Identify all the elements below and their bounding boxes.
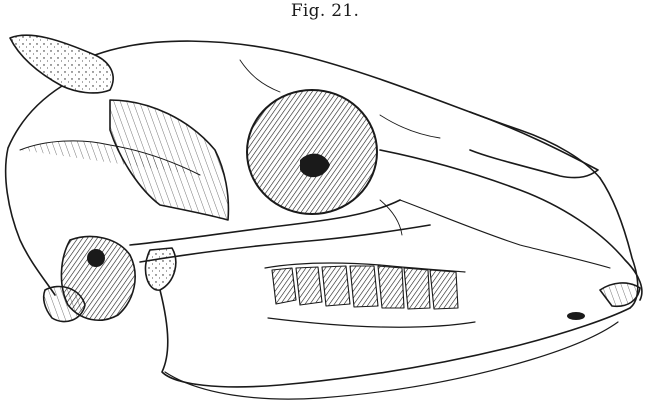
braincase-rear [6, 86, 62, 295]
nasal-bone [470, 112, 598, 178]
lower-tooth-row [268, 318, 475, 327]
suture-frontal [240, 60, 280, 92]
figure-caption: Fig. 21. [290, 1, 360, 21]
mandible-ramus [145, 248, 175, 290]
horn-core [10, 35, 113, 93]
ear-opening [87, 249, 105, 267]
temporal-fossa [110, 100, 228, 220]
mental-foramen [567, 312, 585, 320]
suture-nasal [380, 115, 440, 138]
facial-crest [400, 200, 610, 268]
molar-teeth [272, 266, 458, 309]
zygomatic-lower [140, 225, 430, 262]
orbit [247, 90, 377, 214]
